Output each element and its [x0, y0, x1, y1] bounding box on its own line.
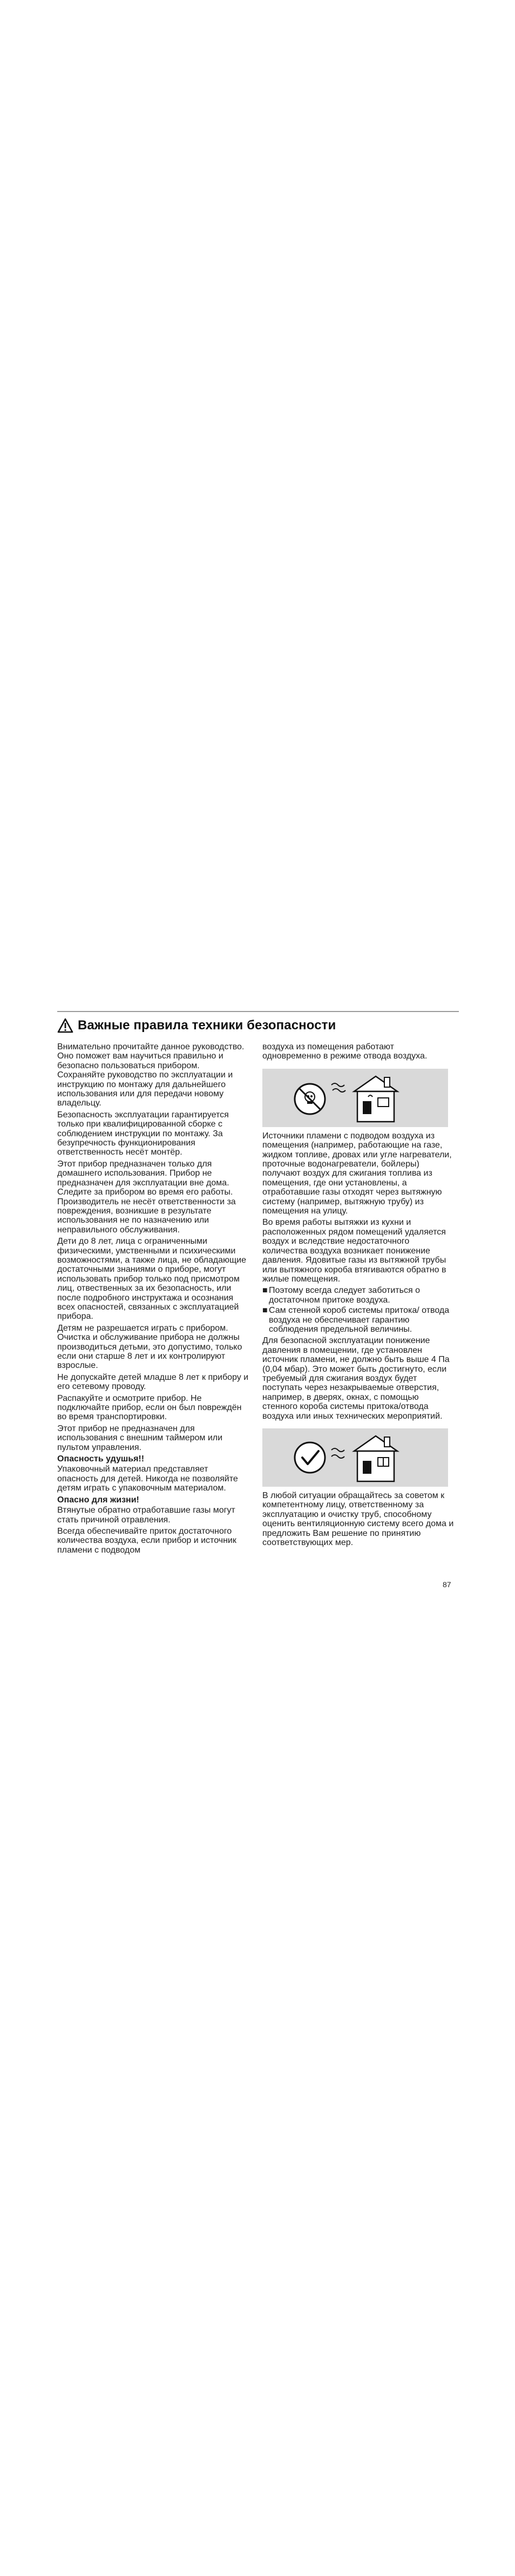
right-column: [262, 1042, 455, 1549]
children-play-paragraph: Детям не разрешается играть с прибором. Очистка и обслуживание прибора не должны производиться детьми, это допустимо, только если они старше 8 лет и их контролируют взрослые.: [57, 1323, 242, 1371]
bullet-mark: ■: [262, 1306, 268, 1316]
packaging-paragraph: Упаковочный материал представляет опасность для детей. Никогда не позволяйте детям играть с упаковочным материалом.: [57, 1465, 238, 1493]
list-item: ■ Сам стенной короб системы притока/ отвода воздуха не обеспечивает гарантию соблюдения предельной величины.: [262, 1306, 450, 1334]
air-supply-bullet-list: [262, 1286, 455, 1334]
expert-advice-paragraph: В любой ситуации обращайтесь за советом к компетентному лицу, ответственному за эксплуатацию и очистку труб, способному оценить вентиляционную систему всего дома и предложить Вам решение по принятию соответствующих мер.: [262, 1491, 454, 1548]
unpack-paragraph: Распакуйте и осмотрите прибор. Не подключайте прибор, если он был повреждён во время транспортировки.: [57, 1393, 242, 1422]
timer-paragraph: Этот прибор не предназначен для использования с внешним таймером или пультом управления.: [57, 1424, 223, 1452]
household-use-paragraph: Этот прибор предназначен только для домашнего использования. Прибор не предназначен для эксплуатации вне дома. Следите за прибором во время его работы. Производитель не несёт ответственности за повреждения, возникшие в результате использования не по назначению или неправильного обслуживания.: [57, 1159, 236, 1235]
approved-ventilation-icon: [262, 1428, 448, 1487]
warning-triangle-icon: [57, 1018, 73, 1033]
bullet-mark: ■: [262, 1286, 268, 1296]
suffocation-heading: Опасность удушья!!: [57, 1454, 145, 1464]
children-cord-paragraph: Не допускайте детей младше 8 лет к прибору и его сетевому проводу.: [57, 1372, 249, 1392]
left-column: [57, 1042, 249, 1557]
list-item: ■ Поэтому всегда следует заботиться о достаточном притоке воздуха.: [262, 1286, 420, 1305]
children-supervision-paragraph: Дети до 8 лет, лица с ограниченными физическими, умственными и психическими возможностями, а также лица, не обладающие достаточными знаниями о приборе, могут использовать прибор только под присмотром лиц, отвественных за их безопасность, или после подробного инструктажа и осознания всех опасностей, связанных с эксплуатацией прибора.: [57, 1237, 247, 1321]
approved-ventilation-illustration: [262, 1428, 448, 1487]
negative-pressure-paragraph: Во время работы вытяжки из кухни и расположенных рядом помещений удаляется воздух и вследствие недостаточного количества воздуха возникает понижение давления. Ядовитые газы из вытяжной трубы или вытяжного короба втягиваются обратно в жилые помещения.: [262, 1218, 446, 1284]
installation-paragraph: Безопасность эксплуатации гарантируется только при квалифицированной сборке с соблюдением инструкции по монтажу. За безупречность функционирования ответственность несёт монтёр.: [57, 1110, 229, 1157]
flame-sources-paragraph: Источники пламени с подводом воздуха из помещения (например, работающие на газе, жидком топливе, дровах или угле нагреватели, проточные водонагреватели, бойлеры) получают воздух для сжигания топлива из помещения, где они установлены, а отработавшие газы отходят через вытяжную систему (например, вытяжную трубу) из помещения на улицу.: [262, 1131, 452, 1216]
section-header: [57, 1016, 459, 1035]
air-supply-paragraph: Всегда обеспечивайте приток достаточного количества воздуха, если прибор и источник пламени с подводом: [57, 1526, 236, 1555]
danger-to-life-heading: Опасно для жизни!: [57, 1495, 139, 1505]
pressure-limit-paragraph: Для безопасной эксплуатации понижение давления в помещении, где установлен источник пламени, не должно быть выше 4 Па (0,04 мбар). Это может быть достигнуто, если требуемый для сжигания воздух будет поступать через незакрываемые отверстия, например, в дверях, окнах, с помощью стенного короба системы притока/отвода воздуха или иных технических мероприятий.: [262, 1336, 450, 1421]
section-top-rule: [57, 1011, 459, 1012]
prohibited-exhaust-icon: [262, 1069, 448, 1127]
intro-paragraph: Внимательно прочитайте данное руководство. Оно поможет вам научиться правильно и безопасно пользоваться прибором. Сохраняйте руководство по эксплуатации и инструкцию по монтажу для дальнейшего использования или для передачи новому владельцу.: [57, 1042, 245, 1108]
prohibited-exhaust-illustration: [262, 1069, 448, 1127]
exhaust-gas-paragraph: Втянутые обратно отработавшие газы могут стать причиной отравления.: [57, 1506, 235, 1525]
air-supply-continued-paragraph: воздуха из помещения работают одновременно в режиме отвода воздуха.: [262, 1042, 428, 1061]
section-title: Важные правила техники безопасности: [78, 1018, 336, 1033]
page-number: 87: [443, 1580, 451, 1589]
